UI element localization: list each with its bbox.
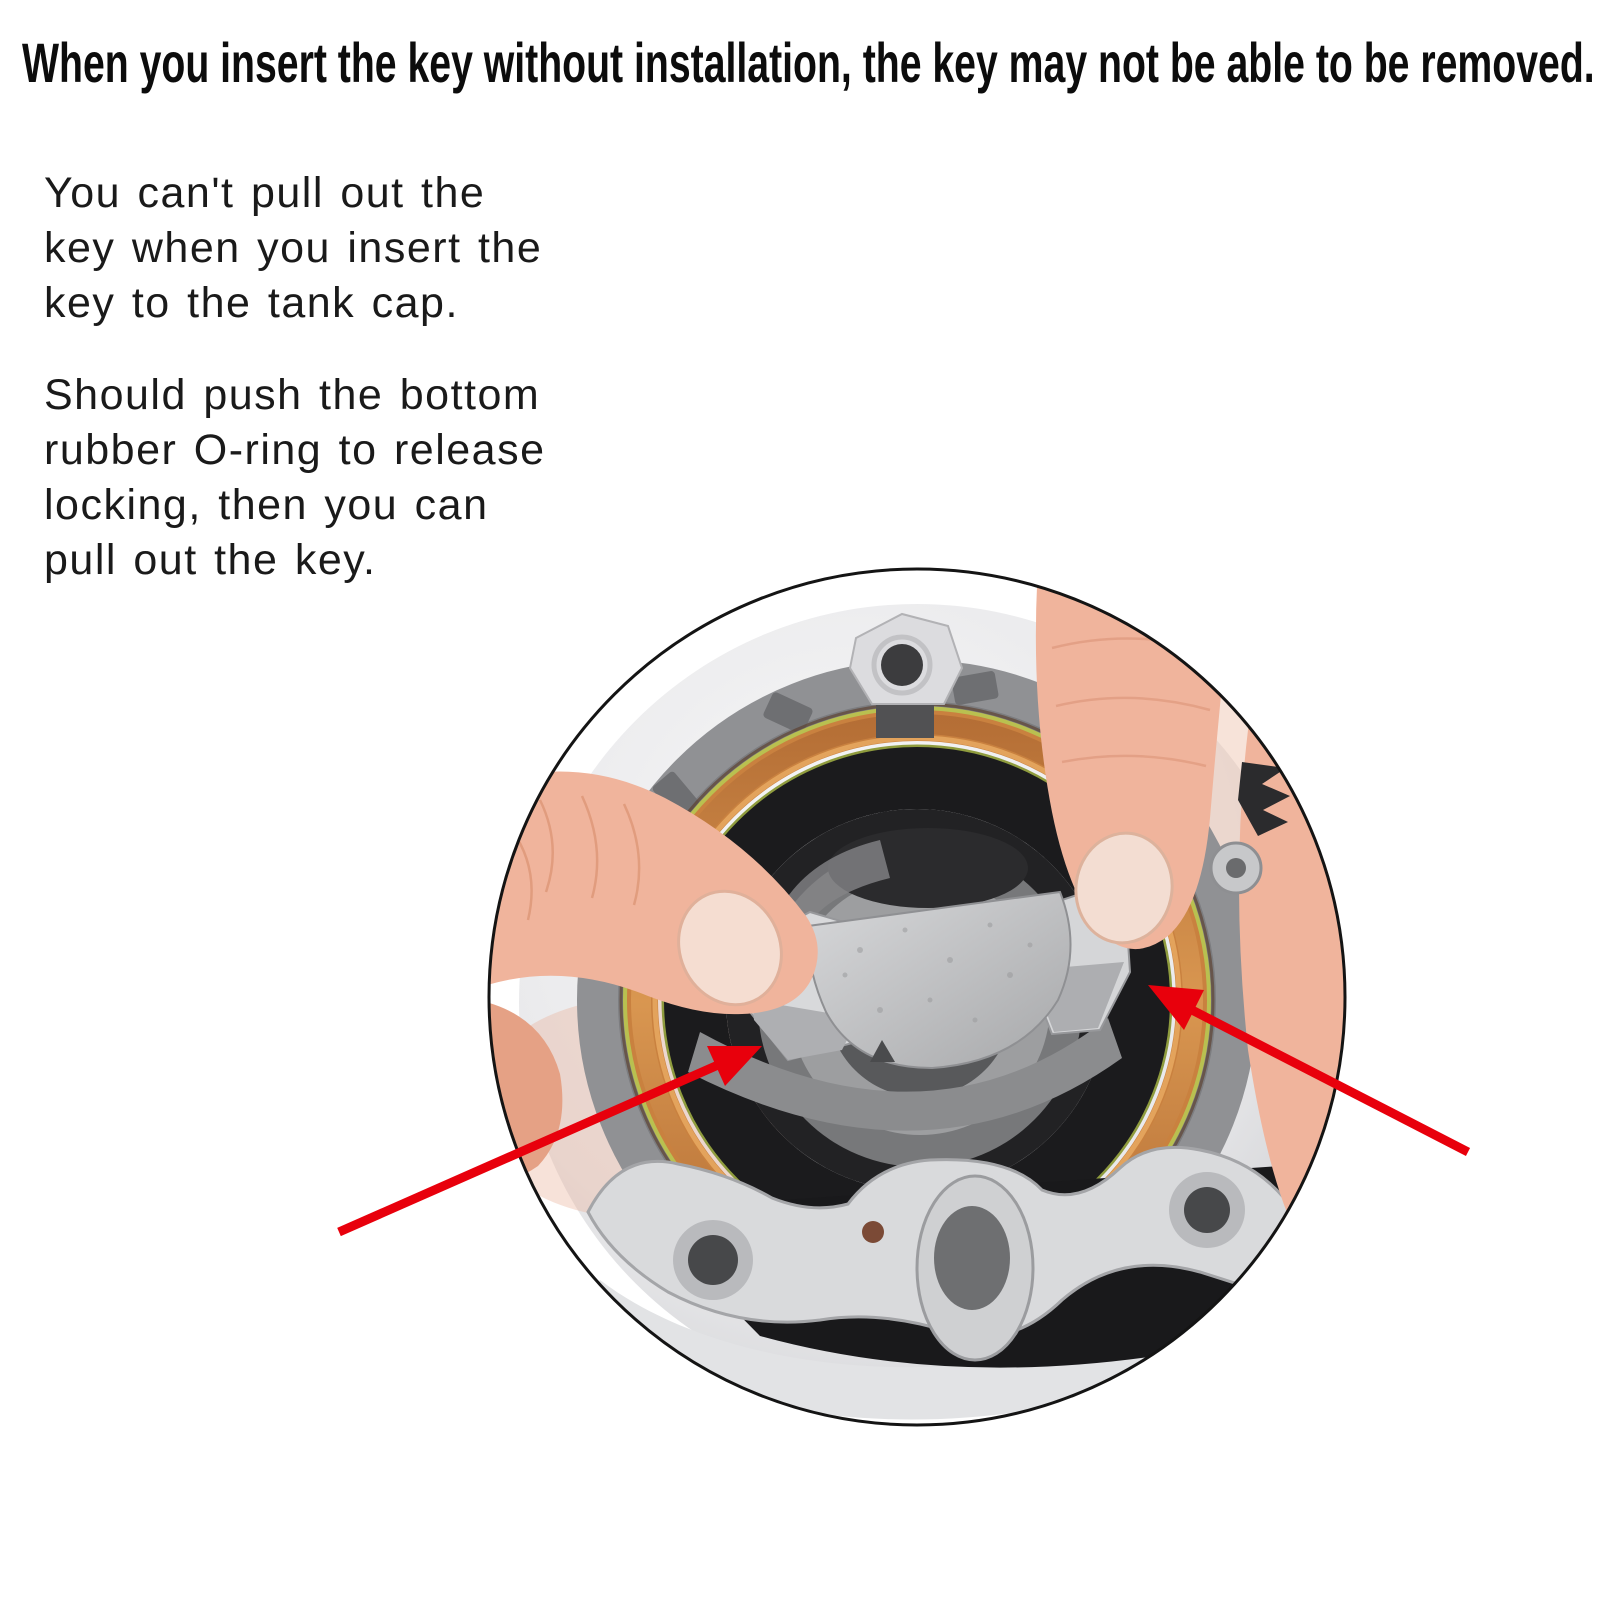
instruction-line: Should push the bottom: [44, 371, 541, 419]
page-title-text: When you insert the key without installation, the key may not be able to be removed.: [22, 31, 1595, 94]
instruction-line: rubber O-ring to release: [44, 426, 546, 474]
bracket-right-hole: [1184, 1187, 1230, 1233]
instruction-line: key when you insert the: [44, 224, 543, 272]
right-hand-skin-upper: [1256, 569, 1312, 642]
bracket-screw: [862, 1221, 884, 1243]
rivet: [1211, 843, 1261, 893]
bracket-left-hole: [688, 1235, 738, 1285]
photo-contents: [476, 560, 1360, 1440]
bottom-bracket: [588, 1147, 1310, 1419]
bracket-center-hole: [934, 1206, 1010, 1310]
instruction-line: You can't pull out the: [44, 169, 486, 217]
instruction-line: key to the tank cap.: [44, 279, 459, 327]
instruction-line: pull out the key.: [44, 536, 377, 584]
instruction-line: locking, then you can: [44, 481, 489, 529]
